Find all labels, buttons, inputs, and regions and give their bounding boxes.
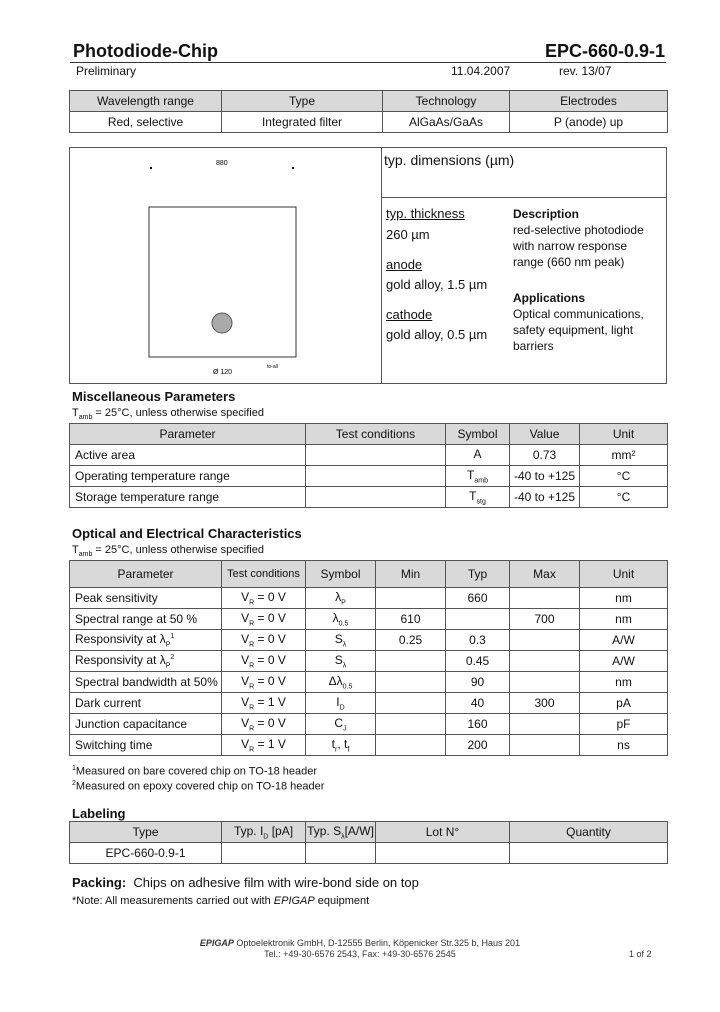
conditions-cell	[222, 672, 306, 693]
cond: V	[241, 631, 250, 646]
param-cell	[70, 672, 222, 693]
value-cell: -40 to +125	[510, 466, 580, 487]
min-cell	[376, 693, 446, 714]
param-text: Responsivity at	[75, 631, 160, 646]
min-cell: 0.25	[376, 630, 446, 651]
labeling-header-cell	[306, 822, 376, 843]
conditions-cell	[222, 630, 306, 651]
misc-table	[69, 423, 668, 508]
footer-address	[0, 938, 720, 948]
symbol-tail: , t	[337, 736, 348, 751]
conditions-cell	[306, 466, 446, 487]
conditions-cell	[222, 735, 306, 756]
min-cell	[376, 651, 446, 672]
dimension-label-side: to-all	[267, 364, 278, 370]
symbol: λ	[332, 610, 339, 625]
param-text: Switching time	[75, 738, 153, 752]
misc-section-title: Miscellaneous Parameters	[72, 389, 236, 404]
unit-cell: nm	[580, 588, 668, 609]
page-number: 1 of 2	[629, 949, 652, 959]
summary-header-cell: Electrodes	[510, 91, 668, 112]
optical-body	[70, 588, 668, 756]
typ-cell: 0.3	[446, 630, 510, 651]
conditions-cell	[306, 445, 446, 466]
dimension-label-top: 880	[216, 160, 228, 167]
cond-rest: = 1 V	[254, 736, 286, 751]
optical-header-cell: Test conditions	[222, 561, 306, 588]
misc-condition	[72, 407, 264, 421]
table-row	[70, 843, 668, 864]
param-cell	[70, 693, 222, 714]
conditions-cell	[222, 714, 306, 735]
cond: V	[241, 694, 250, 709]
labeling-header-cell	[222, 822, 306, 843]
type-cell: EPC-660-0.9-1	[70, 843, 222, 864]
param-symbol: λ	[159, 631, 166, 646]
symbol: A	[473, 446, 482, 461]
labeling-section-title: Labeling	[72, 806, 126, 821]
header-rest: [A/W]	[344, 823, 374, 838]
symbol-cell	[446, 466, 510, 487]
symbol-cell	[306, 588, 376, 609]
layer-specs	[386, 204, 487, 343]
param-text: Spectral range at 50 %	[75, 612, 198, 626]
param-sup: 1	[170, 632, 175, 640]
status-text: Preliminary	[76, 64, 137, 78]
cond-rest: = 0 V	[254, 652, 286, 667]
optical-header-cell: Min	[376, 561, 446, 588]
cond: V	[241, 589, 250, 604]
symbol-sub: J	[343, 725, 347, 733]
cond: V	[241, 715, 250, 730]
packing-text: Chips on adhesive film with wire-bond side on top	[126, 875, 419, 890]
labeling-table	[69, 821, 668, 864]
cond: V	[241, 610, 250, 625]
chip-dimensions-box	[69, 147, 667, 384]
symbol-cell	[306, 651, 376, 672]
max-cell: 700	[510, 609, 580, 630]
min-cell	[376, 714, 446, 735]
max-cell	[510, 735, 580, 756]
applications-title: Applications	[513, 291, 586, 305]
table-row	[70, 651, 668, 672]
min-cell	[376, 735, 446, 756]
thickness-label: typ. thickness	[386, 206, 465, 221]
anode-pad	[212, 313, 232, 333]
conditions-cell	[222, 693, 306, 714]
typ-cell: 90	[446, 672, 510, 693]
cond-rest: = 0 V	[254, 589, 286, 604]
measurement-note	[72, 895, 369, 907]
id-cell	[222, 843, 306, 864]
unit-cell: A/W	[580, 651, 668, 672]
cond: V	[241, 736, 250, 751]
unit-cell: °C	[580, 466, 668, 487]
cond-rest: = 0 V	[254, 673, 286, 688]
description-title: Description	[513, 207, 580, 221]
symbol: λ	[335, 589, 342, 604]
table-row	[70, 588, 668, 609]
symbol-sub: 0.5	[342, 683, 353, 691]
note-suffix: equipment	[314, 895, 370, 907]
table-row	[70, 445, 668, 466]
note-prefix: *Note: All measurements carried out with	[72, 895, 274, 907]
unit-cell: nm	[580, 609, 668, 630]
symbol: Δλ	[328, 673, 343, 688]
cond: V	[241, 673, 250, 688]
unit-cell: mm²	[580, 445, 668, 466]
symbol-cell	[306, 693, 376, 714]
description-block	[513, 206, 644, 354]
s-cell	[306, 843, 376, 864]
param-sub: P	[165, 662, 171, 670]
description-line: range (660 nm peak)	[513, 255, 625, 269]
param-cell	[70, 588, 222, 609]
symbol: T	[467, 467, 475, 482]
summary-header-cell: Type	[222, 91, 383, 112]
header-rule	[70, 62, 666, 63]
optical-header-cell: Parameter	[70, 561, 222, 588]
summary-value-cell: AlGaAs/GaAs	[383, 112, 510, 133]
unit-cell: pA	[580, 693, 668, 714]
footnote-text: Measured on bare covered chip on TO-18 header	[75, 765, 318, 778]
conditions-cell	[222, 651, 306, 672]
table-row	[70, 672, 668, 693]
param-cell: Storage temperature range	[70, 487, 306, 508]
param-cell: Operating temperature range	[70, 466, 306, 487]
optical-section-title: Optical and Electrical Characteristics	[72, 526, 302, 541]
anode-label: anode	[386, 257, 423, 272]
unit-cell: °C	[580, 487, 668, 508]
max-cell	[510, 714, 580, 735]
max-cell: 300	[510, 693, 580, 714]
symbol-cell	[306, 714, 376, 735]
footnote-2	[72, 780, 324, 793]
chip-outline	[149, 207, 296, 357]
symbol: T	[469, 488, 477, 503]
max-cell	[510, 630, 580, 651]
cond-rest: = 0 V	[254, 610, 286, 625]
summary-value-row	[70, 112, 668, 133]
param-cell	[70, 714, 222, 735]
symbol-sub: r	[335, 746, 338, 754]
max-cell	[510, 651, 580, 672]
header-text: Typ. S	[307, 823, 342, 838]
min-cell: 610	[376, 609, 446, 630]
cond-t: T	[72, 407, 79, 419]
footnote-1	[72, 765, 317, 778]
unit-cell: nm	[580, 672, 668, 693]
max-cell	[510, 672, 580, 693]
symbol: I	[336, 694, 340, 709]
anode-value: gold alloy, 1.5 µm	[386, 277, 488, 292]
summary-table	[69, 90, 668, 133]
unit-cell: pF	[580, 714, 668, 735]
applications-line: Optical communications,	[513, 307, 644, 321]
table-row	[70, 466, 668, 487]
summary-header-cell: Wavelength range	[70, 91, 222, 112]
lot-cell	[376, 843, 510, 864]
part-number: EPC-660-0.9-1	[544, 41, 665, 61]
cond-rest: = 0 V	[254, 631, 286, 646]
conditions-cell	[222, 588, 306, 609]
description-line: with narrow response	[513, 239, 628, 253]
symbol: S	[334, 652, 343, 667]
symbol-tail-sub: f	[347, 746, 350, 754]
param-cell: Active area	[70, 445, 306, 466]
cond-sub: R	[249, 683, 255, 691]
optical-condition	[72, 544, 264, 558]
misc-header-cell: Parameter	[70, 424, 306, 445]
param-sub: P	[165, 641, 171, 649]
param-sup: 2	[170, 653, 175, 661]
optical-header-cell: Typ	[446, 561, 510, 588]
table-row	[70, 693, 668, 714]
table-row	[70, 487, 668, 508]
footnote-text: Measured on epoxy covered chip on TO-18 header	[75, 780, 325, 793]
misc-header-cell: Symbol	[446, 424, 510, 445]
dimension-label-diameter: Ø 120	[213, 369, 233, 376]
symbol: t	[331, 736, 336, 751]
param-cell	[70, 630, 222, 651]
misc-header-cell: Value	[510, 424, 580, 445]
cond-t: T	[72, 544, 79, 556]
param-text: Spectral bandwidth at 50%	[75, 675, 218, 689]
symbol-cell	[306, 672, 376, 693]
description-line: red-selective photodiode	[513, 223, 644, 237]
summary-value-cell: P (anode) up	[510, 112, 668, 133]
optical-header-cell: Unit	[580, 561, 668, 588]
chip-drawing	[70, 148, 382, 383]
cathode-value: gold alloy, 0.5 µm	[386, 327, 488, 342]
misc-header-row	[70, 424, 668, 445]
conditions-cell	[306, 487, 446, 508]
cond-rest: = 0 V	[254, 715, 286, 730]
typ-cell: 0.45	[446, 651, 510, 672]
applications-line: barriers	[513, 339, 554, 353]
applications-line: safety equipment, light	[513, 323, 634, 337]
typ-cell	[446, 609, 510, 630]
value-cell: -40 to +125	[510, 487, 580, 508]
footer-contact: Tel.: +49-30-6576 2543, Fax: +49-30-6576 2545	[264, 949, 456, 959]
unit-cell: ns	[580, 735, 668, 756]
cond-sub: R	[249, 620, 255, 628]
symbol-sub: P	[341, 599, 346, 607]
min-cell	[376, 588, 446, 609]
param-text: Junction capacitance	[75, 717, 188, 731]
revision-text: rev. 13/07	[559, 64, 612, 78]
symbol-cell	[446, 487, 510, 508]
footer-address-text: Optoelektronik GmbH, D-12555 Berlin, Köpenicker Str.325 b, Haus 201	[233, 938, 521, 948]
param-cell	[70, 735, 222, 756]
cond-sub: R	[249, 704, 255, 712]
packing-line	[72, 875, 419, 890]
labeling-header-cell: Quantity	[510, 822, 668, 843]
labeling-header-cell: Type	[70, 822, 222, 843]
symbol-sub: 0.5	[338, 620, 349, 628]
cond-sub: R	[249, 599, 255, 607]
symbol: S	[334, 631, 343, 646]
note-brand: EPIGAP	[273, 895, 315, 907]
labeling-header-row	[70, 822, 668, 843]
symbol-sub: D	[339, 704, 345, 712]
typ-cell: 40	[446, 693, 510, 714]
document-title: Photodiode-Chip	[73, 41, 218, 61]
footer-company: EPIGAP	[199, 938, 234, 948]
header-rest: [pA]	[268, 823, 294, 838]
unit-cell: A/W	[580, 630, 668, 651]
param-symbol: λ	[159, 652, 166, 667]
symbol-cell	[446, 445, 510, 466]
typ-cell: 660	[446, 588, 510, 609]
param-cell	[70, 609, 222, 630]
param-text: Dark current	[75, 696, 142, 710]
table-row	[70, 735, 668, 756]
typ-cell: 200	[446, 735, 510, 756]
min-cell	[376, 672, 446, 693]
misc-header-cell: Unit	[580, 424, 668, 445]
misc-header-cell: Test conditions	[306, 424, 446, 445]
header-text: Typ. I	[233, 823, 264, 838]
cond-sub: R	[249, 746, 255, 754]
symbol-cell	[306, 735, 376, 756]
conditions-cell	[222, 609, 306, 630]
table-row	[70, 609, 668, 630]
packing-label: Packing:	[72, 875, 127, 890]
cond: V	[241, 652, 250, 667]
thickness-value: 260 µm	[386, 227, 430, 242]
cathode-label: cathode	[386, 307, 433, 322]
symbol: C	[334, 715, 344, 730]
optical-header-cell: Max	[510, 561, 580, 588]
symbol-cell	[306, 630, 376, 651]
cond-sub: amb	[78, 414, 93, 422]
summary-header-row	[70, 91, 668, 112]
header-sub: D	[263, 833, 269, 841]
value-cell: 0.73	[510, 445, 580, 466]
footnote-mark: 1	[72, 765, 76, 772]
param-text: Peak sensitivity	[75, 591, 158, 605]
cond-rest: = 1 V	[254, 694, 286, 709]
optical-header-cell: Symbol	[306, 561, 376, 588]
symbol-sub: stg	[476, 498, 486, 506]
max-cell	[510, 588, 580, 609]
header-sub: λ	[341, 833, 345, 841]
cond-sub: R	[249, 641, 255, 649]
symbol-cell	[306, 609, 376, 630]
table-row	[70, 714, 668, 735]
symbol-sub: λ	[342, 662, 347, 670]
quantity-cell	[510, 843, 668, 864]
cond-rest: = 25°C, unless otherwise specified	[92, 544, 264, 556]
cond-sub: R	[249, 662, 255, 670]
symbol-sub: λ	[342, 641, 347, 649]
cond-sub: R	[249, 725, 255, 733]
summary-value-cell: Red, selective	[70, 112, 222, 133]
cond-rest: = 25°C, unless otherwise specified	[92, 407, 264, 419]
param-cell	[70, 651, 222, 672]
typ-cell: 160	[446, 714, 510, 735]
labeling-header-cell: Lot N°	[376, 822, 510, 843]
chip-drawing-panel	[70, 148, 382, 383]
date-text: 11.04.2007	[451, 64, 511, 78]
symbol-sub: amb	[474, 477, 488, 485]
cond-sub: amb	[78, 551, 93, 559]
footnote-mark: 2	[72, 780, 76, 787]
summary-header-cell: Technology	[383, 91, 510, 112]
table-row	[70, 630, 668, 651]
param-text: Responsivity at	[75, 652, 160, 667]
summary-value-cell: Integrated filter	[222, 112, 383, 133]
optical-table	[69, 560, 668, 756]
optical-header-row	[70, 561, 668, 588]
dimensions-heading: typ. dimensions (µm)	[382, 148, 666, 198]
